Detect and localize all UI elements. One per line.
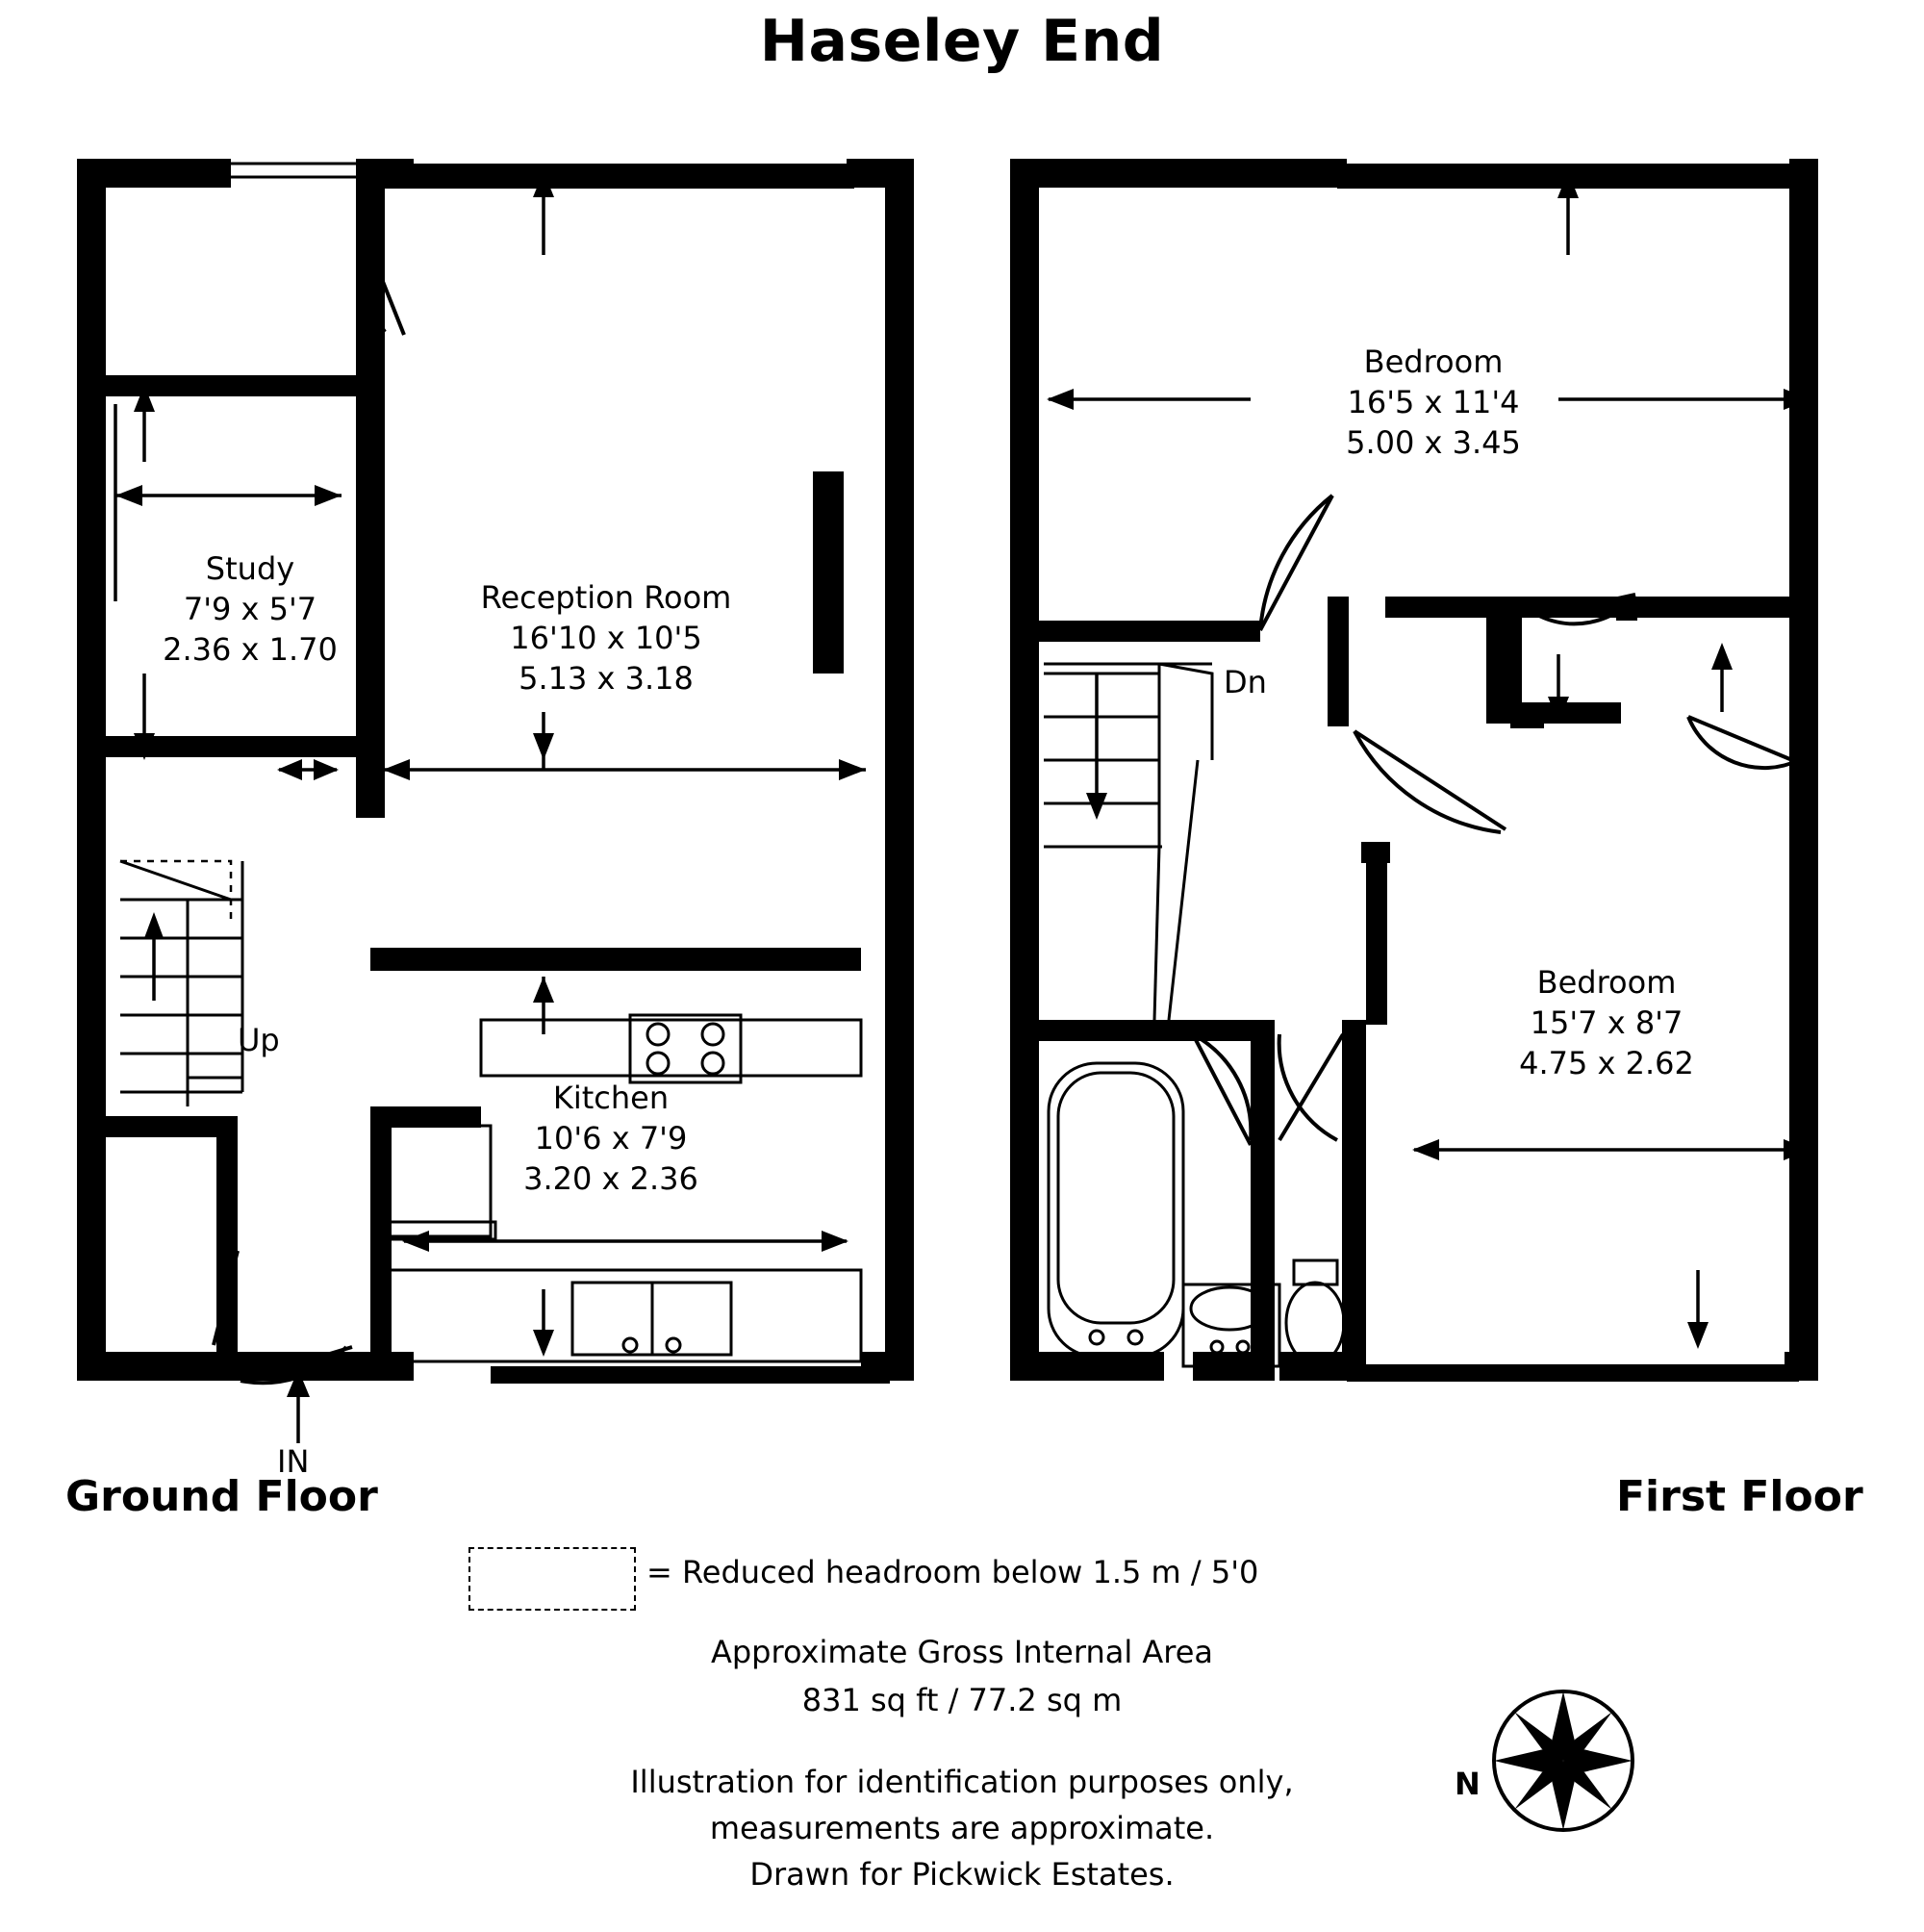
study-name: Study (205, 550, 295, 587)
room-label-bedroom-2 (1453, 962, 1760, 1084)
study-imperial: 7'9 x 5'7 (183, 591, 317, 628)
bedroom2-name: Bedroom (1536, 964, 1677, 1001)
disclaimer-line-2: measurements are approximate. (709, 1810, 1215, 1846)
stairs-up-label: Up (238, 1022, 280, 1058)
compass-north-label: N (1455, 1766, 1481, 1802)
entrance-label: IN (277, 1443, 310, 1480)
first-floor-label: First Floor (1616, 1472, 1863, 1521)
area-heading: Approximate Gross Internal Area (710, 1634, 1214, 1670)
ground-floor-plan (77, 159, 914, 1443)
disclaimer-line-3: Drawn for Pickwick Estates. (749, 1856, 1175, 1893)
room-label-kitchen (452, 1078, 770, 1200)
bedroom2-metric: 4.75 x 2.62 (1519, 1045, 1694, 1082)
reception-metric: 5.13 x 3.18 (519, 660, 694, 698)
room-label-bedroom-1 (1279, 342, 1587, 464)
kitchen-metric: 3.20 x 2.36 (523, 1160, 698, 1198)
headroom-legend-text: = Reduced headroom below 1.5 m / 5'0 (646, 1554, 1259, 1590)
bedroom1-metric: 5.00 x 3.45 (1346, 424, 1521, 462)
headroom-legend-swatch (468, 1547, 636, 1611)
bedroom1-imperial: 16'5 x 11'4 (1347, 384, 1520, 421)
room-label-study (135, 548, 366, 671)
reception-name: Reception Room (480, 579, 732, 616)
stairs-down-label: Dn (1224, 664, 1267, 700)
page-title: Haseley End (759, 8, 1165, 75)
study-metric: 2.36 x 1.70 (163, 631, 338, 669)
area-value: 831 sq ft / 77.2 sq m (801, 1682, 1123, 1718)
ground-floor-label: Ground Floor (65, 1472, 378, 1521)
bedroom1-name: Bedroom (1363, 343, 1504, 380)
room-label-reception-room (404, 577, 808, 699)
reception-imperial: 16'10 x 10'5 (510, 620, 702, 657)
kitchen-name: Kitchen (552, 1080, 670, 1116)
disclaimer-line-1: Illustration for identification purposes only, (630, 1764, 1294, 1800)
kitchen-imperial: 10'6 x 7'9 (534, 1120, 688, 1157)
bedroom2-imperial: 15'7 x 8'7 (1530, 1004, 1684, 1042)
